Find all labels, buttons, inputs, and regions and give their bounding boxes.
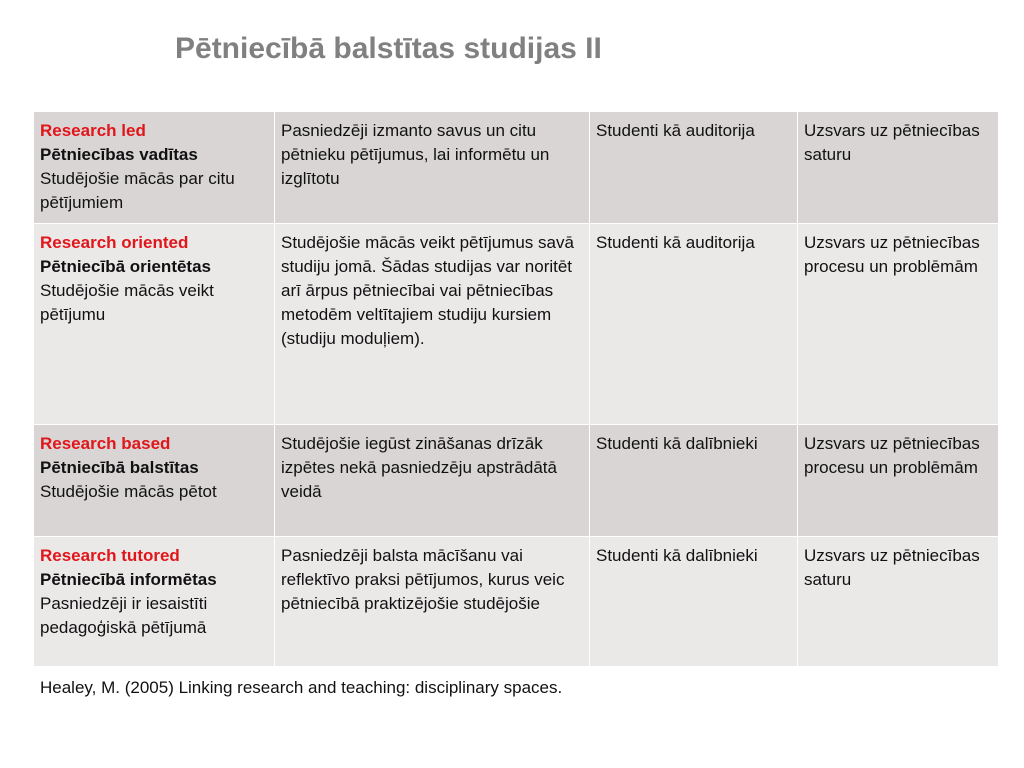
slide-title: Pētniecībā balstītas studijas II <box>175 32 602 65</box>
type-latvian-label: Pētniecībā balstītas <box>40 458 199 477</box>
emphasis-cell: Uzsvars uz pētniecības saturu <box>798 112 999 224</box>
table-row <box>34 224 999 425</box>
student-role-cell: Studenti kā dalībnieki <box>590 425 798 537</box>
type-description: Studējošie mācās pētot <box>40 482 217 501</box>
type-latvian-label: Pētniecībā orientētas <box>40 257 212 276</box>
emphasis-cell: Uzsvars uz pētniecības procesu un problēmām <box>798 425 999 537</box>
type-latvian-label: Pētniecības vadītas <box>40 145 198 164</box>
emphasis-cell: Uzsvars uz pētniecības procesu un problēmām <box>798 224 999 425</box>
table-row <box>34 537 999 667</box>
table-row <box>34 425 999 537</box>
approach-cell: Pasniedzēji izmanto savus un citu pētnieku pētījumus, lai informētu un izglītotu <box>275 112 590 224</box>
type-description: Studējošie mācās par citu pētījumiem <box>40 169 235 212</box>
table-row <box>34 112 999 224</box>
type-latvian-label: Pētniecībā informētas <box>40 570 217 589</box>
type-english-label: Research tutored <box>40 546 180 565</box>
type-description: Studējošie mācās veikt pētījumu <box>40 281 214 324</box>
approach-cell: Studējošie mācās veikt pētījumus savā studiju jomā. Šādas studijas var noritēt arī ārpus pētniecībai vai pētniecības metodēm veltītajiem studiju kursiem (studiju moduļiem). <box>275 224 590 425</box>
student-role-cell: Studenti kā auditorija <box>590 112 798 224</box>
student-role-cell: Studenti kā auditorija <box>590 224 798 425</box>
type-cell <box>34 112 275 224</box>
type-english-label: Research led <box>40 121 146 140</box>
type-cell <box>34 224 275 425</box>
type-cell <box>34 425 275 537</box>
type-description: Pasniedzēji ir iesaistīti pedagoģiskā pētījumā <box>40 594 208 637</box>
type-english-label: Research based <box>40 434 171 453</box>
emphasis-cell: Uzsvars uz pētniecības saturu <box>798 537 999 667</box>
student-role-cell: Studenti kā dalībnieki <box>590 537 798 667</box>
type-english-label: Research oriented <box>40 233 189 252</box>
citation: Healey, M. (2005) Linking research and teaching: disciplinary spaces. <box>40 678 563 697</box>
type-cell <box>34 537 275 667</box>
approach-cell: Studējošie iegūst zināšanas drīzāk izpētes nekā pasniedzēju apstrādātā veidā <box>275 425 590 537</box>
research-types-table <box>33 111 999 667</box>
approach-cell: Pasniedzēji balsta mācīšanu vai reflektīvo praksi pētījumos, kurus veic pētniecībā praktizējošie studējošie <box>275 537 590 667</box>
